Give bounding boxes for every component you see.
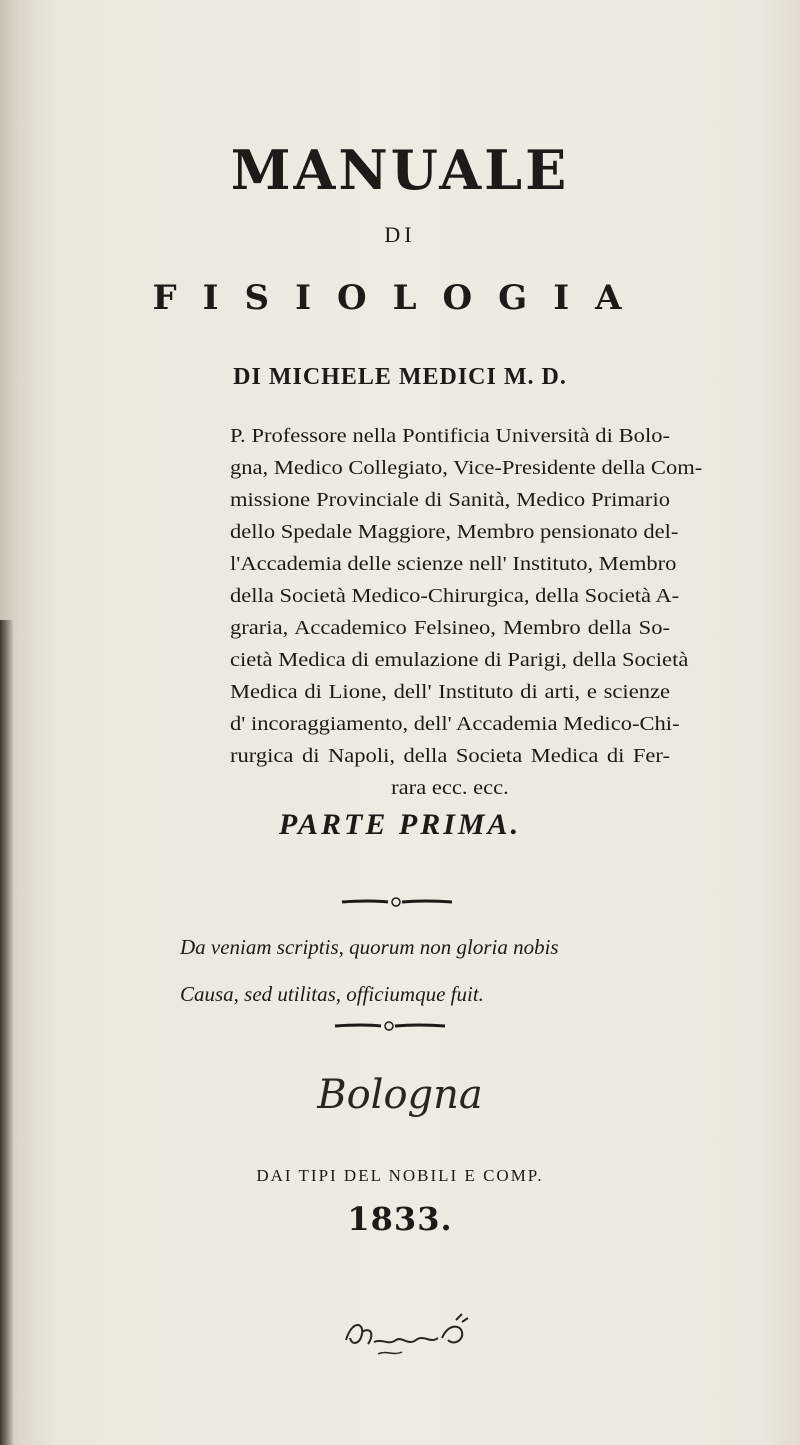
credentials-line: della Società Medico-Chirurgica, della Società A- — [230, 585, 680, 607]
credentials-line: missione Provinciale di Sanità, Medico Primario — [230, 489, 670, 511]
ownership-stamp — [338, 1310, 478, 1360]
book-subject: FISIOLOGIA — [152, 278, 648, 318]
page-edge-shadow — [0, 620, 14, 1445]
credentials-line: cietà Medica di emulazione di Parigi, della Società — [230, 649, 689, 671]
epigraph — [180, 924, 630, 1018]
title-preposition: DI — [384, 222, 416, 247]
author-credentials — [230, 420, 703, 804]
epigraph-line: Da veniam scriptis, quorum non gloria nobis — [180, 935, 559, 959]
epigraph-line: Causa, sed utilitas, officiumque fuit. — [180, 982, 484, 1006]
book-title: MANUALE — [230, 138, 570, 202]
credentials-line: d' incoraggiamento, dell' Accademia Medico-Chi- — [230, 713, 680, 735]
imprint-printer: DAI TIPI DEL NOBILI E COMP. — [256, 1166, 544, 1185]
rule-ornament — [340, 896, 460, 908]
rule-ornament — [333, 1020, 453, 1032]
credentials-line: gna, Medico Collegiato, Vice-Presidente della Com- — [230, 457, 703, 479]
credentials-line: rara ecc. ecc. — [391, 777, 509, 799]
credentials-line: P. Professore nella Pontificia Università di Bolo- — [230, 425, 670, 447]
credentials-line: Medica di Lione, dell' Instituto di arti, e scienze — [230, 681, 670, 703]
part-heading: PARTE PRIMA. — [278, 808, 522, 841]
imprint-place: Bologna — [317, 1072, 483, 1118]
credentials-line: l'Accademia delle scienze nell' Instituto, Membro — [230, 553, 677, 575]
credentials-line: rurgica di Napoli, della Societa Medica di Fer- — [230, 745, 670, 767]
credentials-line: dello Spedale Maggiore, Membro pensionato del- — [230, 521, 679, 543]
credentials-line: graria, Accademico Felsineo, Membro della So- — [230, 617, 670, 639]
imprint-year: 1833. — [347, 1200, 453, 1238]
author-line: DI MICHELE MEDICI M. D. — [233, 364, 567, 390]
